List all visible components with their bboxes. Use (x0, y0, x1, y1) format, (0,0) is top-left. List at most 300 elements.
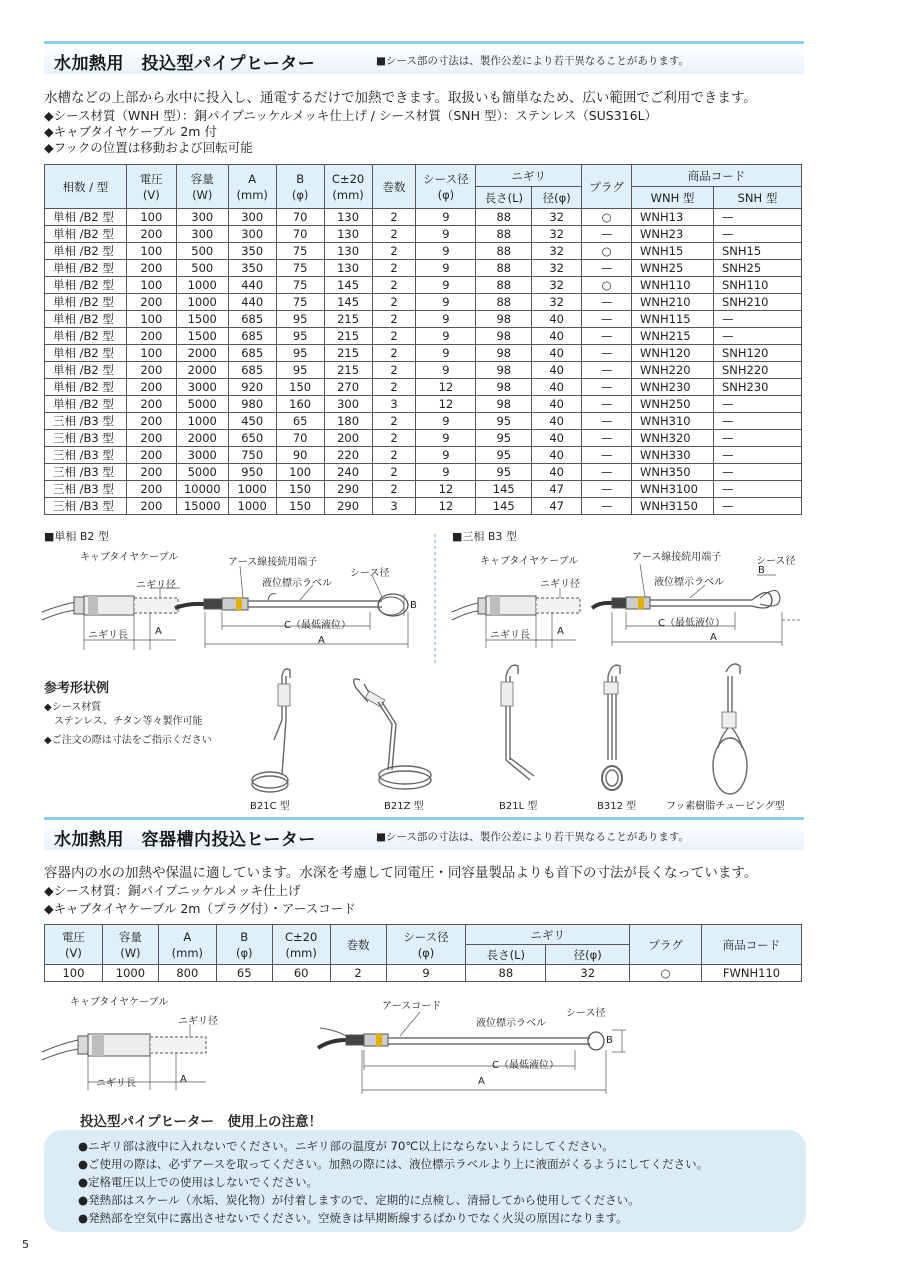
shape-label-fluororesin: フッ素樹脂チュービング型 (666, 801, 785, 812)
t2-cell-sheath: 9 (386, 965, 466, 982)
b3-label-level: 液位標示ラベル (654, 577, 724, 588)
th-nigiri: ニギリ (476, 165, 582, 187)
th-capacity: 容量 (W) (176, 165, 228, 209)
table-cell: 40 (532, 447, 582, 464)
table-cell: 40 (532, 464, 582, 481)
table-cell: — (713, 396, 801, 413)
table-cell: 300 (324, 396, 372, 413)
t2-th-nigiri-len: 長さ(L) (466, 945, 546, 965)
table-cell: SNH15 (713, 243, 801, 260)
table-cell: 単相 /B2 型 (45, 311, 127, 328)
fwnh-label-b: B (606, 1035, 613, 1046)
table-cell: 145 (476, 481, 532, 498)
t2-th-b: B (φ) (216, 925, 272, 965)
caution-item-5: ●発熱部を空気中に露出させないでください。空焼きは早期断線するばかりでなく火災の原因になります。 (78, 1211, 628, 1225)
table-cell: 650 (228, 430, 276, 447)
section1-note: ■シース部の寸法は、製作公差により若干異なることがあります。 (376, 55, 690, 67)
fwnh-label-c: C（最低液位） (492, 1060, 559, 1071)
table-cell: 40 (532, 430, 582, 447)
table-cell: 単相 /B2 型 (45, 260, 127, 277)
table-cell: 200 (126, 226, 176, 243)
b3-label-nigiri-dia: ニギリ径 (540, 579, 580, 590)
table-cell: — (713, 209, 801, 226)
page-number: 5 (22, 1238, 29, 1251)
table-cell: 2 (372, 345, 416, 362)
reference-line-3: ◆ご注文の際は寸法をご指示ください (44, 735, 212, 746)
section2-bullet-2: ◆キャブタイヤケーブル 2m（プラグ付）・アースコード (44, 901, 356, 916)
table-cell: 200 (126, 413, 176, 430)
fwnh-label-cable: キャブタイヤケーブル (70, 997, 169, 1008)
table-cell: 2000 (176, 345, 228, 362)
table-cell: 1000 (176, 294, 228, 311)
table-cell: 130 (324, 209, 372, 226)
table-cell: 2 (372, 464, 416, 481)
th-nigiri-len: 長さ(L) (476, 187, 532, 209)
table-cell: 1000 (176, 413, 228, 430)
table-cell: 215 (324, 345, 372, 362)
table-cell: 三相 /B3 型 (45, 464, 127, 481)
table-cell: 単相 /B2 型 (45, 277, 127, 294)
table-cell: 単相 /B2 型 (45, 396, 127, 413)
table-cell: 200 (126, 379, 176, 396)
table-cell: 三相 /B3 型 (45, 430, 127, 447)
table-cell: 440 (228, 294, 276, 311)
table-cell: 180 (324, 413, 372, 430)
table-cell: 2 (372, 413, 416, 430)
b2-label-earth: アース線接続用端子 (228, 557, 318, 568)
shape-label-b21z: B21Z 型 (384, 801, 424, 812)
table-cell: — (582, 328, 632, 345)
table-cell: 三相 /B3 型 (45, 498, 127, 515)
b2-label-level: 液位標示ラベル (262, 578, 332, 589)
table-cell: 単相 /B2 型 (45, 362, 127, 379)
table-cell: 215 (324, 362, 372, 379)
table-cell: 9 (416, 226, 476, 243)
table-cell: 3000 (176, 447, 228, 464)
table-cell: 75 (276, 260, 324, 277)
table-cell: 40 (532, 311, 582, 328)
t2-th-c: C±20 (mm) (272, 925, 330, 965)
table-cell: WNH3100 (632, 481, 714, 498)
table-cell: 2 (372, 311, 416, 328)
table-cell: 88 (476, 226, 532, 243)
table-cell: 500 (176, 260, 228, 277)
table-cell: 単相 /B2 型 (45, 226, 127, 243)
table-cell: 145 (324, 277, 372, 294)
table-cell: 2 (372, 379, 416, 396)
table-cell: 9 (416, 311, 476, 328)
table-cell: 200 (126, 294, 176, 311)
b2-label-cable: キャブタイヤケーブル (80, 552, 179, 563)
t2-cell-turns: 2 (330, 965, 386, 982)
table-cell: 685 (228, 328, 276, 345)
t2-th-turns: 巻数 (330, 925, 386, 965)
t2-th-sheath: シース径 (φ) (386, 925, 466, 965)
table-cell: 2000 (176, 362, 228, 379)
table-cell: 5000 (176, 464, 228, 481)
table-cell: 三相 /B3 型 (45, 447, 127, 464)
table-cell: 9 (416, 430, 476, 447)
b2-label-b: B (410, 600, 417, 611)
table-cell: 685 (228, 311, 276, 328)
table-cell: WNH350 (632, 464, 714, 481)
table-cell: 単相 /B2 型 (45, 243, 127, 260)
table-cell: WNH110 (632, 277, 714, 294)
table-cell: WNH320 (632, 430, 714, 447)
table-cell: 300 (228, 226, 276, 243)
shape-label-b21l: B21L 型 (499, 801, 538, 812)
section1-bullet-3: ◆フックの位置は移動および回転可能 (44, 140, 253, 155)
table-cell: 9 (416, 260, 476, 277)
t2-cell-nigiri-len: 88 (466, 965, 546, 982)
t2-th-plug: プラグ (630, 925, 702, 965)
table-cell: 145 (324, 294, 372, 311)
t2-th-a: A (mm) (158, 925, 216, 965)
table-cell: WNH15 (632, 243, 714, 260)
t2-cell-code: FWNH110 (702, 965, 802, 982)
table-cell: 1000 (176, 277, 228, 294)
table-cell: 9 (416, 243, 476, 260)
table-cell: 2 (372, 481, 416, 498)
table-cell: 40 (532, 413, 582, 430)
t2-th-capacity: 容量 (W) (102, 925, 158, 965)
table-cell: — (713, 430, 801, 447)
fwnh-label-nigiri-len: ニギリ長 (96, 1078, 136, 1089)
table-cell: — (582, 362, 632, 379)
table-cell: — (713, 464, 801, 481)
shape-b312 (602, 665, 622, 790)
table-cell: 40 (532, 362, 582, 379)
table-cell: 単相 /B2 型 (45, 328, 127, 345)
caution-title: 投込型パイプヒーター 使用上の注意！ (80, 1114, 323, 1130)
table-cell: SNH230 (713, 379, 801, 396)
table-cell: 130 (324, 260, 372, 277)
t2-cell-capacity: 1000 (102, 965, 158, 982)
table-cell: 9 (416, 294, 476, 311)
reference-line-1: ◆シース材質 (44, 702, 102, 713)
table-cell: — (713, 481, 801, 498)
table-cell: 145 (476, 498, 532, 515)
section2-lead: 容器内の水の加熱や保温に適しています。水深を考慮して同電圧・同容量製品よりも首下の寸法が長くなっています。 (44, 865, 758, 881)
th-c: C±20 (mm) (324, 165, 372, 209)
table-cell: WNH25 (632, 260, 714, 277)
table-cell: 150 (276, 379, 324, 396)
table-cell: 2 (372, 328, 416, 345)
table-cell: 75 (276, 243, 324, 260)
table-cell: 9 (416, 362, 476, 379)
b2-label-c: C（最低液位） (284, 620, 351, 631)
table-cell: 12 (416, 481, 476, 498)
fwnh-heater-drawing (318, 1012, 626, 1094)
t2-cell-c: 60 (272, 965, 330, 982)
table-cell: 200 (126, 481, 176, 498)
table-cell: 10000 (176, 481, 228, 498)
table-cell: 200 (126, 447, 176, 464)
table-cell: 950 (228, 464, 276, 481)
t2-th-voltage: 電圧 (V) (45, 925, 103, 965)
table-cell: 200 (126, 464, 176, 481)
th-a: A (mm) (228, 165, 276, 209)
shape-fluororesin (713, 664, 747, 794)
table-cell: 75 (276, 294, 324, 311)
th-nigiri-dia: 径(φ) (532, 187, 582, 209)
section2-bullet-1: ◆シース材質：銅パイプニッケルメッキ仕上げ (44, 883, 301, 898)
table-cell: 三相 /B3 型 (45, 481, 127, 498)
table-cell: 200 (126, 430, 176, 447)
table-cell: 32 (532, 260, 582, 277)
table-cell: — (713, 447, 801, 464)
b3-label-earth: アース線接続用端子 (632, 552, 722, 563)
t2-cell-plug: ○ (630, 965, 702, 982)
table-cell: 290 (324, 481, 372, 498)
table-cell: 1000 (228, 481, 276, 498)
table-cell: 9 (416, 328, 476, 345)
th-turns: 巻数 (372, 165, 416, 209)
table-cell: 9 (416, 345, 476, 362)
table-cell: 100 (126, 243, 176, 260)
table-cell: 215 (324, 311, 372, 328)
fwnh-label-nigiri-dia: ニギリ径 (178, 1016, 218, 1027)
table-cell: 1500 (176, 328, 228, 345)
th-phase: 相数 / 型 (45, 165, 127, 209)
table-cell: 75 (276, 277, 324, 294)
table-cell: 150 (276, 481, 324, 498)
table-cell: 100 (126, 277, 176, 294)
th-code: 商品コード (632, 165, 802, 187)
caution-box (44, 1130, 806, 1232)
section1-bullet-2: ◆キャブタイヤケーブル 2m 付 (44, 124, 217, 139)
section1-bullet-1: ◆シース材質（WNH 型）：銅パイプニッケルメッキ仕上げ / シース材質（SNH 型）：ステンレス（SUS316L） (44, 108, 658, 123)
reference-line-2: ステンレス、チタン等々製作可能 (54, 716, 203, 727)
table-cell: SNH25 (713, 260, 801, 277)
table-cell: — (582, 311, 632, 328)
table-cell: 130 (324, 226, 372, 243)
reference-title: 参考形状例 (44, 681, 110, 696)
table-cell: 88 (476, 243, 532, 260)
table-cell: 40 (532, 396, 582, 413)
th-code-wnh: WNH 型 (632, 187, 714, 209)
table-cell: 70 (276, 226, 324, 243)
diagram-b3-title: ■三相 B3 型 (452, 530, 517, 543)
table-cell: 200 (126, 362, 176, 379)
table-cell: WNH120 (632, 345, 714, 362)
table-cell: — (582, 379, 632, 396)
table-cell: 2 (372, 362, 416, 379)
shape-label-b312: B312 型 (597, 801, 637, 812)
table-cell: 300 (228, 209, 276, 226)
table-cell: 98 (476, 396, 532, 413)
t2-th-nigiri: ニギリ (466, 925, 630, 945)
table-cell: 270 (324, 379, 372, 396)
table-cell: 47 (532, 498, 582, 515)
table-cell: WNH230 (632, 379, 714, 396)
table-cell: 2 (372, 430, 416, 447)
shape-b21z (354, 679, 431, 789)
table-cell: 450 (228, 413, 276, 430)
table-cell: 95 (476, 464, 532, 481)
fwnh-label-a2: A (478, 1076, 485, 1087)
table-cell: 3 (372, 498, 416, 515)
b3-label-c: C（最低液位） (658, 618, 725, 629)
shape-label-b21c: B21C 型 (250, 801, 290, 812)
table-cell: 88 (476, 277, 532, 294)
table-cell: 9 (416, 277, 476, 294)
section1-lead: 水槽などの上部から水中に投入し、通電するだけで加熱できます。取扱いも簡単なため、広い範囲でご利用できます。 (44, 90, 757, 106)
b2-label-nigiri-len: ニギリ長 (88, 630, 128, 641)
table-cell: 95 (276, 345, 324, 362)
table-cell: — (582, 413, 632, 430)
table-cell: ○ (582, 209, 632, 226)
table-cell: 350 (228, 243, 276, 260)
table-cell: 95 (276, 328, 324, 345)
table-cell: 3000 (176, 379, 228, 396)
table-cell: 40 (532, 345, 582, 362)
table-cell: 220 (324, 447, 372, 464)
t2-th-nigiri-dia: 径(φ) (546, 945, 630, 965)
table-cell: — (582, 447, 632, 464)
th-plug: プラグ (582, 165, 632, 209)
b3-label-cable: キャブタイヤケーブル (480, 556, 579, 567)
table-cell: 95 (276, 362, 324, 379)
table-cell: 15000 (176, 498, 228, 515)
table-cell: 100 (126, 209, 176, 226)
table-cell: — (582, 226, 632, 243)
th-voltage: 電圧 (V) (126, 165, 176, 209)
table-cell: 150 (276, 498, 324, 515)
table-cell: WNH210 (632, 294, 714, 311)
table-cell: 95 (476, 430, 532, 447)
table-cell: 2 (372, 447, 416, 464)
table-cell: 98 (476, 328, 532, 345)
caution-item-3: ●定格電圧以上での使用はしないでください。 (78, 1175, 319, 1189)
table-cell: 2 (372, 277, 416, 294)
table-cell: 300 (176, 209, 228, 226)
table-cell: SNH220 (713, 362, 801, 379)
diagram-b2-title: ■単相 B2 型 (44, 530, 109, 543)
table-cell: 95 (476, 447, 532, 464)
table-cell: 88 (476, 294, 532, 311)
table-cell: 1500 (176, 311, 228, 328)
table-cell: — (713, 311, 801, 328)
table-cell: 2 (372, 243, 416, 260)
section2-header (44, 817, 804, 850)
table-cell: 98 (476, 311, 532, 328)
table-cell: 65 (276, 413, 324, 430)
table-cell: 100 (126, 311, 176, 328)
table-cell: WNH13 (632, 209, 714, 226)
b3-label-b: B (758, 565, 765, 576)
b3-label-sheath: シース径 (756, 556, 796, 567)
table-cell: 290 (324, 498, 372, 515)
caution-item-1: ●ニギリ部は液中に入れないでください。ニギリ部の温度が 70℃以上にならないようにしてください。 (78, 1139, 614, 1153)
table-cell: 単相 /B2 型 (45, 209, 127, 226)
table-cell: 200 (126, 396, 176, 413)
table-cell: 三相 /B3 型 (45, 413, 127, 430)
fwnh-label-level: 液位標示ラベル (476, 1018, 546, 1029)
table-cell: 32 (532, 243, 582, 260)
table-cell: 単相 /B2 型 (45, 379, 127, 396)
table-cell: 200 (126, 328, 176, 345)
b2-label-nigiri-dia: ニギリ径 (136, 580, 176, 591)
b2-label-a1: A (155, 626, 162, 637)
table-cell: 単相 /B2 型 (45, 294, 127, 311)
table-cell: — (582, 498, 632, 515)
table-cell: 440 (228, 277, 276, 294)
table-cell: ○ (582, 277, 632, 294)
th-sheath: シース径 (φ) (416, 165, 476, 209)
table-cell: 88 (476, 209, 532, 226)
t2-cell-b: 65 (216, 965, 272, 982)
th-code-snh: SNH 型 (713, 187, 801, 209)
shape-b21l (501, 665, 534, 780)
table-cell: 9 (416, 447, 476, 464)
table-cell: 100 (126, 345, 176, 362)
table-row (45, 965, 802, 982)
table-cell: WNH330 (632, 447, 714, 464)
table-cell: 300 (176, 226, 228, 243)
table-cell: 2 (372, 209, 416, 226)
table-cell: 200 (126, 260, 176, 277)
table-cell: 32 (532, 277, 582, 294)
table-cell: 90 (276, 447, 324, 464)
table-cell: 12 (416, 396, 476, 413)
table-cell: 3 (372, 396, 416, 413)
b3-label-a2: A (710, 632, 717, 643)
table-cell: — (713, 413, 801, 430)
table-cell: 98 (476, 362, 532, 379)
table-cell: 350 (228, 260, 276, 277)
table-cell: 32 (532, 226, 582, 243)
table-cell: 9 (416, 464, 476, 481)
table-cell: 1000 (228, 498, 276, 515)
fwnh-label-earth: アースコード (382, 1001, 442, 1012)
table-cell: SNH210 (713, 294, 801, 311)
table-cell: 9 (416, 209, 476, 226)
table-cell: 685 (228, 362, 276, 379)
section2-title: 水加熱用 容器槽内投込ヒーター (54, 830, 316, 850)
table-cell: WNH310 (632, 413, 714, 430)
section1-title: 水加熱用 投込型パイプヒーター (54, 54, 316, 74)
section2-note: ■シース部の寸法は、製作公差により若干異なることがあります。 (376, 831, 690, 843)
table-cell: 980 (228, 396, 276, 413)
spec-table-2 (44, 924, 802, 982)
fwnh-label-a1: A (180, 1074, 187, 1085)
t2-cell-voltage: 100 (45, 965, 103, 982)
table-cell: — (582, 481, 632, 498)
table-cell: 215 (324, 328, 372, 345)
table-cell: 2000 (176, 430, 228, 447)
caution-item-2: ●ご使用の際は、必ずアースを取ってください。加熱の際には、液位標示ラベルより上に液面がくるようにしてください。 (78, 1157, 709, 1171)
table-cell: 47 (532, 481, 582, 498)
table-cell: 95 (476, 413, 532, 430)
table-cell: 98 (476, 345, 532, 362)
table-cell: — (582, 345, 632, 362)
table-cell: WNH250 (632, 396, 714, 413)
table-cell: 32 (532, 294, 582, 311)
table-cell: 32 (532, 209, 582, 226)
table-cell: 920 (228, 379, 276, 396)
table-cell: 240 (324, 464, 372, 481)
table-cell: SNH110 (713, 277, 801, 294)
table-cell: 95 (276, 311, 324, 328)
table-cell: — (713, 498, 801, 515)
table-cell: 200 (126, 498, 176, 515)
table-cell: 12 (416, 498, 476, 515)
table-cell: WNH23 (632, 226, 714, 243)
table-cell: WNH3150 (632, 498, 714, 515)
table-cell: 5000 (176, 396, 228, 413)
table-cell: 130 (324, 243, 372, 260)
